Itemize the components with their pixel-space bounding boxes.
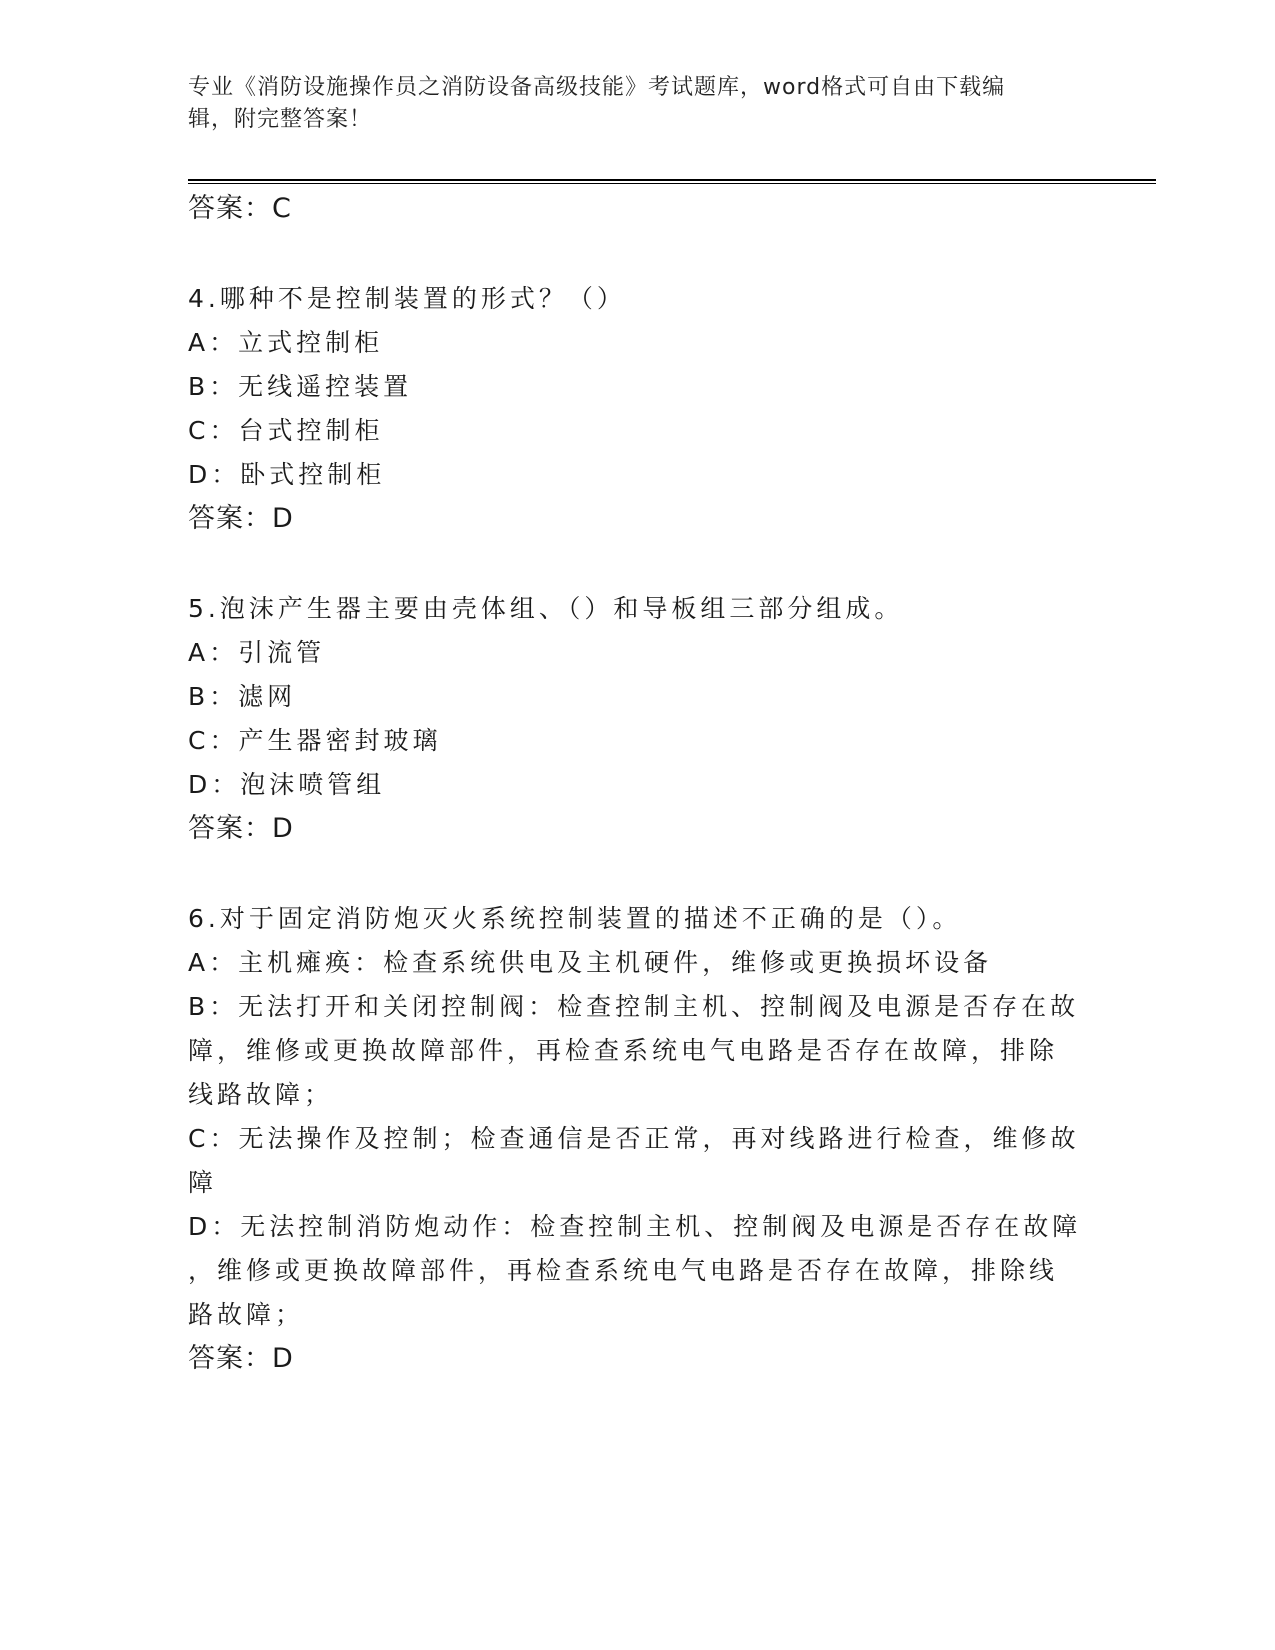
question-6-option-b-line-2: 障，维修或更换故障部件，再检查系统电气电路是否存在故障，排除 (188, 1036, 1059, 1065)
question-4-option-b: B：无线遥控装置 (188, 372, 413, 401)
question-6-option-b-line-1: B：无法打开和关闭控制阀：检查控制主机、控制阀及电源是否存在故 (188, 992, 1080, 1021)
question-6-option-d-line-2: ，维修或更换故障部件，再检查系统电气电路是否存在故障，排除线 (188, 1256, 1059, 1285)
question-6-option-c-line-1: C：无法操作及控制；检查通信是否正常，再对线路进行检查，维修故 (188, 1124, 1080, 1153)
header-rule-thick (188, 179, 1156, 181)
answer-q6: 答案：D (188, 1343, 294, 1374)
document-header (188, 72, 1068, 136)
question-5-option-d: D：泡沫喷管组 (188, 770, 386, 799)
answer-q3: 答案：C (188, 193, 292, 224)
question-5-stem: 5.泡沫产生器主要由壳体组、（）和导板组三部分组成。 (188, 594, 904, 623)
question-4-stem: 4.哪种不是控制装置的形式？（） (188, 284, 626, 313)
question-6-stem: 6.对于固定消防炮灭火系统控制装置的描述不正确的是（）。 (188, 904, 962, 933)
header-line-2: 辑，附完整答案！ (188, 107, 373, 132)
answer-q5: 答案：D (188, 813, 294, 844)
question-6-option-b-line-3: 线路故障； (188, 1080, 334, 1109)
header-line-1: 专业《消防设施操作员之消防设备高级技能》考试题库，word格式可自由下载编 (188, 75, 1006, 100)
question-4-option-a: A：立式控制柜 (188, 328, 384, 357)
question-5-option-b: B：滤网 (188, 682, 297, 711)
question-5-option-c: C：产生器密封玻璃 (188, 726, 442, 755)
header-rule-thin (188, 183, 1156, 184)
question-5-option-a: A：引流管 (188, 638, 326, 667)
question-6-option-c-line-2: 障 (188, 1168, 218, 1197)
question-4-option-d: D：卧式控制柜 (188, 460, 386, 489)
question-4-option-c: C：台式控制柜 (188, 416, 384, 445)
question-6-option-d-line-3: 路故障； (188, 1300, 305, 1329)
question-6-option-a: A：主机瘫痪：检查系统供电及主机硬件，维修或更换损坏设备 (188, 948, 993, 977)
question-6-option-d-line-1: D：无法控制消防炮动作：检查控制主机、控制阀及电源是否存在故障 (188, 1212, 1082, 1241)
answer-q4: 答案：D (188, 503, 294, 534)
